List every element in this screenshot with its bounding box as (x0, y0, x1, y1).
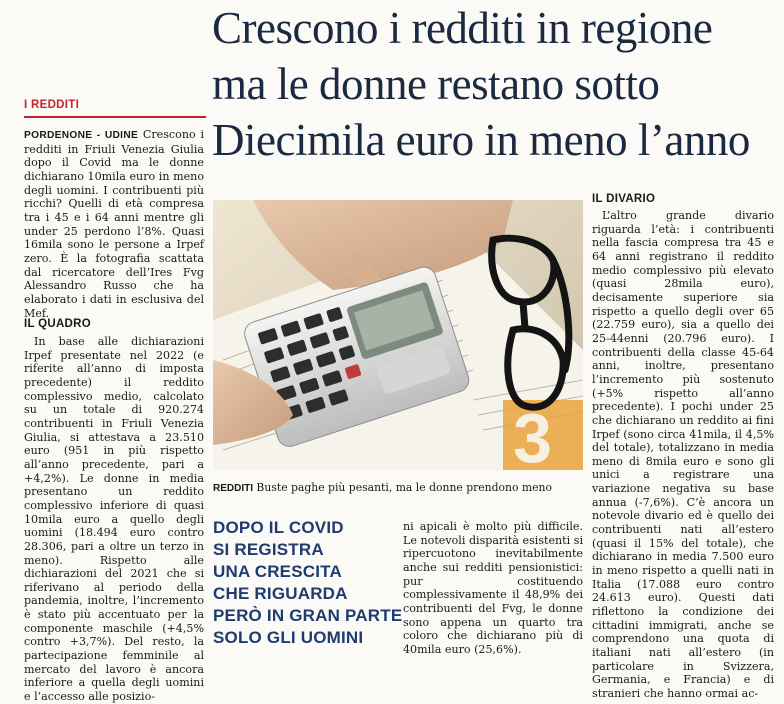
pull-quote-line-2: SI REGISTRA (213, 540, 324, 559)
headline (212, 0, 784, 168)
pull-quote-line-4: CHE RIGUARDA (213, 584, 348, 603)
pull-quote-line-3: UNA CRESCITA (213, 562, 342, 581)
column-1-body (24, 335, 204, 704)
body-paragraph: ni apicali è molto più difficile. Le notevoli disparità esistenti si ripercuotono inevitabilmente anche sui redditi pensionistici: pur costituendo complessivamente il 48,9% dei contribuenti del Fvg, le donne sono appena un quarto tra coloro che dichiarano più di 40mila euro (25,6%). (403, 520, 583, 656)
headline-line-2: ma le donne restano sotto (212, 59, 660, 109)
photo-caption (213, 481, 585, 496)
column-4-body (592, 209, 774, 701)
pull-quote-line-5: PERÒ IN GRAN PARTE (213, 606, 403, 625)
body-paragraph: L’altro grande divario riguarda l’età: i contribuenti nella fascia compresa tra 45 e 64 anni registrano il reddito medio complessivo più elevato (quasi 28mila euro), decisamente superiore sia rispetto a quello degli over 65 (22.759 euro), sia a quello dei 25-44enni (20.796 euro). I contribuenti della classe 45-64 anni, inoltre, presentano l’incremento più sostenuto (+5% rispetto all’anno precedente). I pochi under 25 che dichiarano un reddito ai fini Irpef (sono circa 41mila, il 4,5% del totale), totalizzano in media meno di 8mila euro e sono gli unici a registrare una variazione negativa su base annua (-7,6%). C’è ancora un notevole divario ed è quello dei contribuenti nati all’estero (quasi il 15% del totale), che dichiarano in media 7.500 euro in meno rispetto a quelli nati in Italia (17.088 euro contro 24.613 euro). Questi dati riflettono la condizione dei cittadini immigrati, anche se comprendono una quota di italiani nati all’estero (in particolare in Svizzera, Germania, e Francia) e di stranieri che hanno ormai ac- (592, 209, 774, 700)
headline-line-3: Diecimila euro in meno l’anno (212, 115, 750, 165)
kicker-label: I REDDITI (24, 99, 80, 111)
pull-quote-line-6: SOLO GLI UOMINI (213, 628, 364, 647)
body-paragraph: In base alle dichiarazioni Irpef presentate nel 2022 (e riferite all’anno di imposta precedente) il reddito complessivo medio, calcolato su un totale di 920.274 contribuenti in Friuli Venezia Giulia, si attestava a 23.510 euro (951 in più rispetto all’anno precedente, pari a +4,2%). Le donne in media presentano un reddito complessivo inferiore di quasi 10mila euro a quello degli uomini (18.494 euro contro 28.306, pari a oltre un terzo in meno). Rispetto alle dichiarazioni del 2021 che si riferivano al periodo della pandemia, inoltre, l’incremento è stato più accentuato per la componente maschile (+4,5% contro +3,7%). Del resto, la partecipazione femminile al mercato del lavoro è ancora inferiore a quella degli uomini e l’accesso alle posizio- (24, 335, 204, 704)
caption-text: Buste paghe più pesanti, ma le donne prendono meno (253, 481, 553, 494)
dateline: PORDENONE - UDINE (24, 130, 139, 141)
headline-line-1: Crescono i redditi in regione (212, 3, 713, 53)
pull-quote (213, 517, 403, 649)
column-1-lead (24, 128, 204, 320)
column-3-body (403, 520, 583, 657)
svg-text:3: 3 (513, 399, 552, 470)
section-il-quadro: IL QUADRO (24, 318, 92, 330)
caption-label: REDDITI (213, 483, 253, 494)
section-il-divario: IL DIVARIO (592, 193, 656, 205)
lead-paragraph: Crescono i redditi in Friuli Venezia Giulia dopo il Covid ma le donne dichiarano 10mila euro in meno degli uomini. I contribuenti più ricchi? Quelli di età compresa tra i 45 e i 64 anni mentre gli under 25 perdono l’8%. Quasi 16mila sono le persone a Irpef zero. È la fotografia scattata dal ricercatore dell’Ires Fvg Alessandro Russo che ha elaborato i dati in esclusiva del Mef. (24, 128, 204, 320)
photo-calculator-glasses-illustration (213, 200, 583, 470)
kicker-rule (24, 116, 206, 118)
pull-quote-line-1: DOPO IL COVID (213, 518, 344, 537)
article-photo (213, 200, 583, 470)
